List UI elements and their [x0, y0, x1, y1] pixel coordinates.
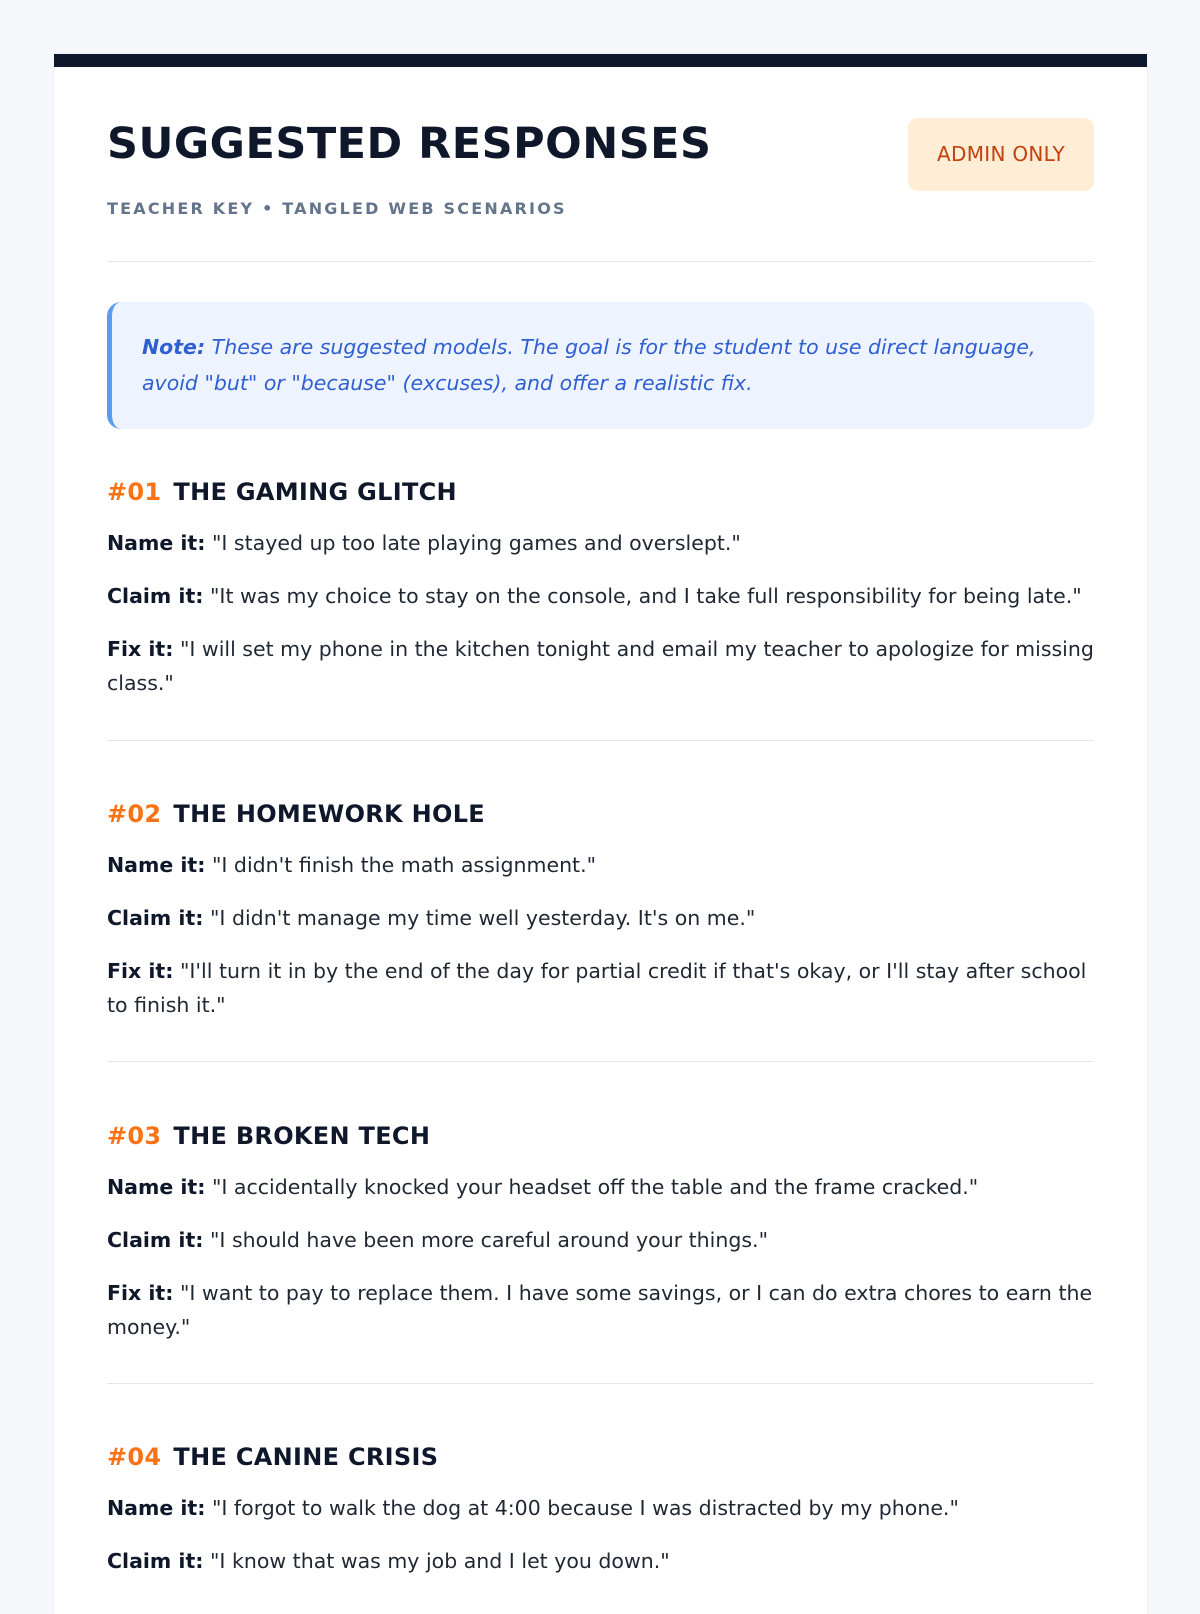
claim-it-label: Claim it: — [107, 906, 204, 930]
note-label: Note: — [142, 335, 206, 359]
name-it-label: Name it: — [107, 1496, 206, 1520]
fix-it-label: Fix it: — [107, 959, 174, 983]
name-it-text: "I didn't finish the math assignment." — [205, 853, 597, 877]
claim-it-line — [107, 1223, 1094, 1257]
claim-it-text: "I know that was my job and I let you down." — [203, 1549, 670, 1573]
scenario-title: THE BROKEN TECH — [173, 1122, 431, 1150]
name-it-line — [107, 526, 1094, 560]
claim-it-label: Claim it: — [107, 584, 204, 608]
section-divider — [107, 740, 1094, 741]
name-it-line — [107, 1170, 1094, 1204]
scenario-04 — [107, 1442, 1094, 1578]
claim-it-label: Claim it: — [107, 1228, 204, 1252]
page-title: SUGGESTED RESPONSES — [107, 119, 712, 169]
scenario-heading — [107, 1121, 1094, 1151]
name-it-line — [107, 848, 1094, 882]
scenario-heading — [107, 477, 1094, 507]
scenario-number: #01 — [107, 478, 162, 506]
scenario-heading — [107, 1442, 1094, 1472]
fix-it-line — [107, 954, 1094, 1022]
page-subtitle: TEACHER KEY • TANGLED WEB SCENARIOS — [107, 199, 567, 218]
section-divider — [107, 1061, 1094, 1062]
section-divider — [107, 1383, 1094, 1384]
fix-it-line — [107, 1276, 1094, 1344]
claim-it-line — [107, 579, 1094, 613]
scenario-03 — [107, 1121, 1094, 1344]
document-card — [54, 54, 1147, 1614]
scenario-heading — [107, 799, 1094, 829]
note-callout — [107, 302, 1094, 429]
name-it-label: Name it: — [107, 531, 206, 555]
note-text: These are suggested models. The goal is for the student to use direct language, avoid "but" or "because" (excuses), and offer a realistic fix. — [142, 335, 1036, 395]
name-it-line — [107, 1491, 1094, 1525]
name-it-label: Name it: — [107, 1175, 206, 1199]
scenario-title: THE GAMING GLITCH — [173, 478, 457, 506]
claim-it-line — [107, 1544, 1094, 1578]
scenario-title: THE CANINE CRISIS — [173, 1443, 439, 1471]
fix-it-text: "I will set my phone in the kitchen tonight and email my teacher to apologize for missing class." — [107, 637, 1094, 695]
scenario-title: THE HOMEWORK HOLE — [173, 800, 485, 828]
admin-only-badge: ADMIN ONLY — [908, 118, 1094, 191]
claim-it-text: "I didn't manage my time well yesterday. It's on me." — [203, 906, 756, 930]
document-header — [107, 67, 1094, 262]
fix-it-line — [107, 632, 1094, 700]
document-body — [107, 67, 1094, 1573]
name-it-text: "I accidentally knocked your headset off the table and the frame cracked." — [205, 1175, 979, 1199]
fix-it-label: Fix it: — [107, 637, 174, 661]
name-it-text: "I forgot to walk the dog at 4:00 because I was distracted by my phone." — [205, 1496, 959, 1520]
name-it-label: Name it: — [107, 853, 206, 877]
claim-it-label: Claim it: — [107, 1549, 204, 1573]
scenario-number: #03 — [107, 1122, 162, 1150]
name-it-text: "I stayed up too late playing games and overslept." — [205, 531, 741, 555]
claim-it-text: "I should have been more careful around your things." — [203, 1228, 768, 1252]
fix-it-text: "I'll turn it in by the end of the day for partial credit if that's okay, or I'll stay after school to finish it." — [107, 959, 1087, 1017]
scenario-number: #02 — [107, 800, 162, 828]
claim-it-text: "It was my choice to stay on the console, and I take full responsibility for being late." — [203, 584, 1082, 608]
claim-it-line — [107, 901, 1094, 935]
scenario-number: #04 — [107, 1443, 162, 1471]
scenario-02 — [107, 799, 1094, 1022]
scenario-01 — [107, 477, 1094, 700]
fix-it-text: "I want to pay to replace them. I have some savings, or I can do extra chores to earn the money." — [107, 1281, 1093, 1339]
fix-it-label: Fix it: — [107, 1281, 174, 1305]
